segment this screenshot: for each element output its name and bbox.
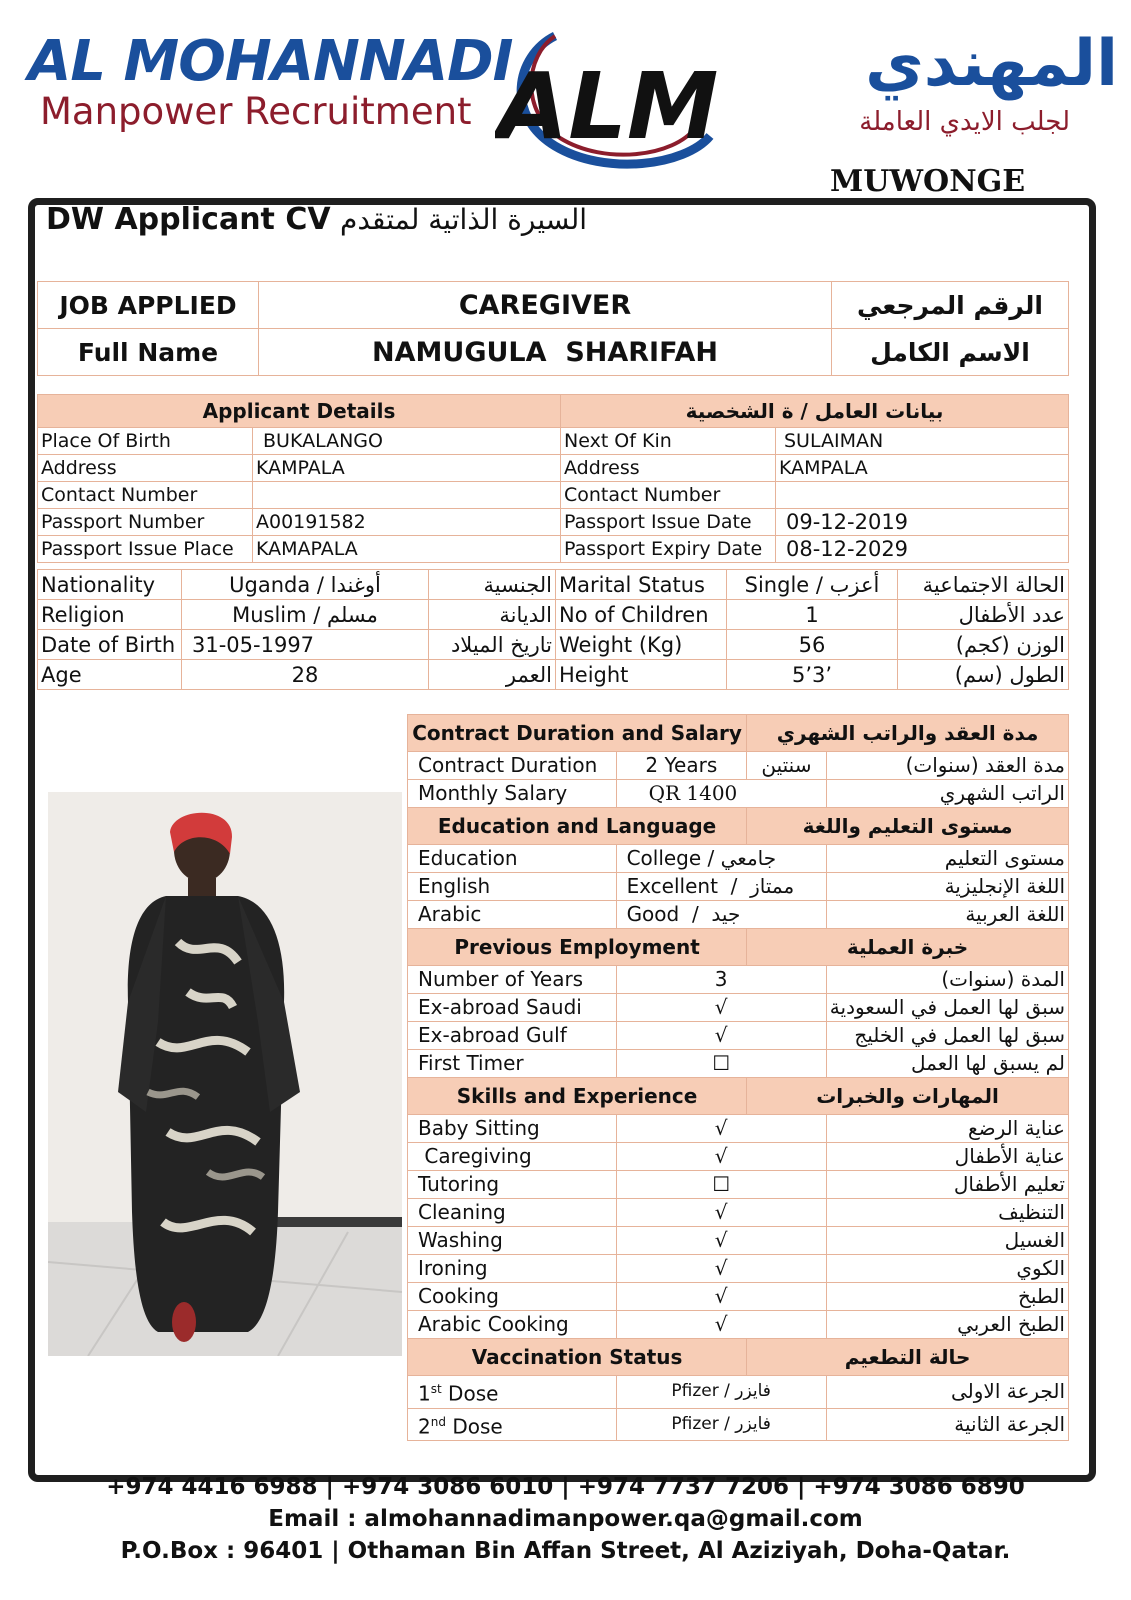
detail-label-arabic: الديانة — [429, 600, 556, 630]
table-row — [38, 570, 1069, 600]
dose-label-arabic: الجرعة الثانية — [826, 1408, 1068, 1441]
applicant-details-table — [37, 394, 1069, 563]
dose-ordinal: nd — [430, 1414, 446, 1429]
education-heading-arabic: مستوى التعليم واللغة — [747, 808, 1069, 845]
check-mark: √ — [616, 1143, 826, 1171]
salary-label-arabic: الراتب الشهري — [826, 780, 1068, 808]
education-label-arabic: اللغة الإنجليزية — [826, 873, 1068, 901]
employment-label-arabic: لم يسبق لها العمل — [826, 1050, 1068, 1078]
vaccination-heading: Vaccination Status — [408, 1339, 747, 1376]
contract-value-arabic: سنتين — [747, 752, 827, 780]
detail-label: Address — [561, 455, 776, 482]
skill-label-arabic: عناية الرضع — [826, 1115, 1068, 1143]
check-mark: √ — [616, 1255, 826, 1283]
detail-value — [253, 482, 561, 509]
detail-label-arabic: الطول (سم) — [898, 660, 1069, 690]
detail-value: 56 — [727, 630, 898, 660]
education-label: Arabic — [408, 901, 617, 929]
table-row — [408, 1115, 1069, 1143]
check-mark: √ — [616, 1283, 826, 1311]
skill-label: Arabic Cooking — [408, 1311, 617, 1339]
detail-value: Muslim / مسلم — [182, 600, 429, 630]
detail-value: KAMAPALA — [253, 536, 561, 563]
detail-label: Passport Expiry Date — [561, 536, 776, 563]
detail-label: Religion — [38, 600, 182, 630]
detail-label: Weight (Kg) — [556, 630, 727, 660]
table-row — [38, 630, 1069, 660]
detail-value: Single / أعزب — [727, 570, 898, 600]
education-label: Education — [408, 845, 617, 873]
cv-title: DW Applicant CV — [46, 202, 331, 237]
table-row — [408, 752, 1069, 780]
employment-value: 3 — [616, 966, 826, 994]
agent-tag: MUWONGE — [830, 164, 1026, 199]
employment-heading: Previous Employment — [408, 929, 747, 966]
employment-label: First Timer — [408, 1050, 617, 1078]
cv-title-arabic: السيرة الذاتية لمتقدم — [340, 203, 588, 236]
employment-heading-arabic: خبرة العملية — [747, 929, 1069, 966]
job-value: CAREGIVER — [259, 282, 832, 329]
detail-label-arabic: العمر — [429, 660, 556, 690]
detail-value: 1 — [727, 600, 898, 630]
detail-value: 08-12-2029 — [776, 536, 1069, 563]
detail-value: KAMPALA — [253, 455, 561, 482]
detail-value: A00191582 — [253, 509, 561, 536]
detail-value: 31-05-1997 — [182, 630, 429, 660]
job-label-arabic: الرقم المرجعي — [832, 282, 1069, 329]
contract-heading-arabic: مدة العقد والراتب الشهري — [747, 715, 1069, 752]
detail-label: Height — [556, 660, 727, 690]
dose-label — [408, 1408, 617, 1441]
detail-label: No of Children — [556, 600, 727, 630]
table-row — [408, 1408, 1069, 1441]
checkbox-empty: ☐ — [616, 1171, 826, 1199]
table-row — [408, 1227, 1069, 1255]
check-mark: √ — [616, 1199, 826, 1227]
personal-details-table — [37, 569, 1069, 690]
table-row — [408, 901, 1069, 929]
table-row — [408, 1143, 1069, 1171]
detail-label: Date of Birth — [38, 630, 182, 660]
dose-word: Dose — [441, 1381, 499, 1406]
table-row — [408, 1050, 1069, 1078]
footer-address: P.O.Box : 96401 | Othaman Bin Affan Street, Al Aziziyah, Doha-Qatar. — [120, 1538, 1011, 1564]
detail-label: Contact Number — [561, 482, 776, 509]
skill-label: Ironing — [408, 1255, 617, 1283]
table-row — [408, 1199, 1069, 1227]
right-details-table — [407, 714, 1069, 1441]
skill-label-arabic: تعليم الأطفال — [826, 1171, 1068, 1199]
dose-label-arabic: الجرعة الاولى — [826, 1376, 1068, 1409]
table-row — [38, 482, 1069, 509]
detail-value — [776, 482, 1069, 509]
footer-email: Email : almohannadimanpower.qa@gmail.com — [268, 1506, 863, 1532]
dose-word: Dose — [445, 1414, 503, 1439]
brand-name-arabic: المهندي — [865, 27, 1118, 101]
vaccination-heading-arabic: حالة التطعيم — [747, 1339, 1069, 1376]
skill-label-arabic: الكوي — [826, 1255, 1068, 1283]
table-row — [38, 428, 1069, 455]
detail-label: Address — [38, 455, 253, 482]
education-heading: Education and Language — [408, 808, 747, 845]
skill-label-arabic: عناية الأطفال — [826, 1143, 1068, 1171]
contract-label-arabic: مدة العقد (سنوات) — [826, 752, 1068, 780]
alm-logo — [495, 16, 725, 176]
dose-ordinal: st — [430, 1382, 442, 1396]
name-label: Full Name — [38, 329, 259, 376]
name-label-arabic: الاسم الكامل — [832, 329, 1069, 376]
detail-value: 5’3’ — [727, 660, 898, 690]
job-table — [37, 281, 1069, 376]
job-label: JOB APPLIED — [38, 282, 259, 329]
detail-label-arabic: عدد الأطفال — [898, 600, 1069, 630]
detail-label: Next Of Kin — [561, 428, 776, 455]
employment-label-arabic: المدة (سنوات) — [826, 966, 1068, 994]
dose-number: 1 — [418, 1381, 431, 1406]
employment-label: Ex-abroad Saudi — [408, 994, 617, 1022]
skill-label-arabic: الطبخ العربي — [826, 1311, 1068, 1339]
table-row — [38, 660, 1069, 690]
detail-label: Age — [38, 660, 182, 690]
education-value: College / جامعي — [616, 845, 826, 873]
table-row — [38, 536, 1069, 563]
skill-label-arabic: الطبخ — [826, 1283, 1068, 1311]
table-row — [408, 780, 1069, 808]
detail-value: 28 — [182, 660, 429, 690]
education-value: Good / جيد — [616, 901, 826, 929]
salary-value: QR 1400 — [616, 780, 826, 808]
skills-heading-arabic: المهارات والخبرات — [747, 1078, 1069, 1115]
education-label-arabic: مستوى التعليم — [826, 845, 1068, 873]
contract-value: 2 Years — [616, 752, 747, 780]
table-row — [408, 1171, 1069, 1199]
employment-label-arabic: سبق لها العمل في السعودية — [826, 994, 1068, 1022]
detail-label: Passport Issue Place — [38, 536, 253, 563]
detail-label: Place Of Birth — [38, 428, 253, 455]
applicant-details-heading: Applicant Details — [38, 395, 561, 428]
detail-label-arabic: الجنسية — [429, 570, 556, 600]
applicant-photo — [48, 792, 402, 1356]
table-row — [408, 1255, 1069, 1283]
logo-letters: ALM — [497, 53, 719, 160]
dose-value: Pfizer / فايزر — [616, 1376, 826, 1409]
table-row — [408, 994, 1069, 1022]
detail-label-arabic: الوزن (كجم) — [898, 630, 1069, 660]
table-row — [38, 600, 1069, 630]
skill-label: Washing — [408, 1227, 617, 1255]
table-row — [408, 873, 1069, 901]
skill-label: Caregiving — [408, 1143, 617, 1171]
skill-label-arabic: الغسيل — [826, 1227, 1068, 1255]
brand-subtitle-arabic: لجلب الايدي العاملة — [859, 107, 1070, 137]
table-row — [408, 845, 1069, 873]
detail-label: Nationality — [38, 570, 182, 600]
check-mark: √ — [616, 1311, 826, 1339]
salary-label: Monthly Salary — [408, 780, 617, 808]
table-row — [38, 455, 1069, 482]
detail-value: 09-12-2019 — [776, 509, 1069, 536]
brand-subtitle: Manpower Recruitment — [40, 90, 472, 133]
check-mark: √ — [616, 1115, 826, 1143]
detail-label: Passport Issue Date — [561, 509, 776, 536]
dose-label — [408, 1376, 617, 1409]
detail-value: KAMPALA — [776, 455, 1069, 482]
applicant-details-heading-arabic: بيانات العامل / ة الشخصية — [561, 395, 1069, 428]
table-row — [38, 509, 1069, 536]
skill-label: Tutoring — [408, 1171, 617, 1199]
name-value: NAMUGULA SHARIFAH — [259, 329, 832, 376]
check-mark: √ — [616, 994, 826, 1022]
footer-phones: +974 4416 6988 | +974 3086 6010 | +974 7737 7206 | +974 3086 6890 — [106, 1474, 1025, 1500]
check-mark: √ — [616, 1227, 826, 1255]
detail-label: Passport Number — [38, 509, 253, 536]
check-mark: √ — [616, 1022, 826, 1050]
dose-number: 2 — [418, 1414, 431, 1439]
skills-heading: Skills and Experience — [408, 1078, 747, 1115]
skill-label: Cleaning — [408, 1199, 617, 1227]
detail-label-arabic: تاريخ الميلاد — [429, 630, 556, 660]
detail-value: BUKALANGO — [253, 428, 561, 455]
detail-label-arabic: الحالة الاجتماعية — [898, 570, 1069, 600]
table-row — [408, 966, 1069, 994]
dose-value: Pfizer / فايزر — [616, 1408, 826, 1441]
detail-label: Marital Status — [556, 570, 727, 600]
contract-heading: Contract Duration and Salary — [408, 715, 747, 752]
contract-label: Contract Duration — [408, 752, 617, 780]
table-row — [408, 1022, 1069, 1050]
employment-label-arabic: سبق لها العمل في الخليج — [826, 1022, 1068, 1050]
applicant-photo-illustration — [48, 792, 402, 1356]
checkbox-empty: ☐ — [616, 1050, 826, 1078]
education-label-arabic: اللغة العربية — [826, 901, 1068, 929]
employment-label: Ex-abroad Gulf — [408, 1022, 617, 1050]
education-label: English — [408, 873, 617, 901]
detail-label: Contact Number — [38, 482, 253, 509]
table-row — [408, 1283, 1069, 1311]
skill-label: Cooking — [408, 1283, 617, 1311]
skill-label-arabic: التنظيف — [826, 1199, 1068, 1227]
table-row — [408, 1311, 1069, 1339]
brand-name: AL MOHANNADI — [28, 29, 513, 94]
detail-value: Uganda / أوغندا — [182, 570, 429, 600]
detail-value: SULAIMAN — [776, 428, 1069, 455]
skill-label: Baby Sitting — [408, 1115, 617, 1143]
table-row — [408, 1376, 1069, 1409]
education-value: Excellent / ممتاز — [616, 873, 826, 901]
employment-label: Number of Years — [408, 966, 617, 994]
